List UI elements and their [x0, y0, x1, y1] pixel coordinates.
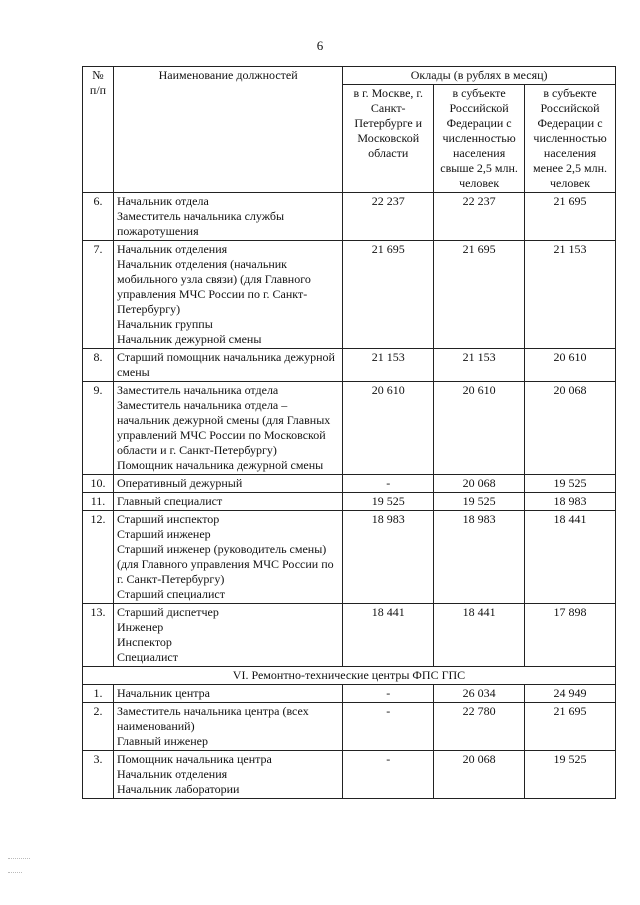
table-row: [83, 511, 616, 604]
table-row: [83, 475, 616, 493]
position-names: [113, 241, 342, 349]
table-row: [83, 604, 616, 667]
position-name: Главный специалист: [116, 494, 223, 508]
position-name: Помощник начальника центра: [116, 752, 272, 766]
section-title: VI. Ремонтно-технические центры ФПС ГПС: [83, 667, 616, 685]
position-name: Начальник дежурной смены: [116, 332, 262, 346]
salary-under-2-5m: 19 525: [525, 751, 616, 799]
row-number: 12.: [83, 511, 114, 604]
position-name: Главный инженер: [116, 734, 208, 748]
row-number: 3.: [83, 751, 114, 799]
salary-moscow: 22 237: [343, 193, 434, 241]
salary-under-2-5m: 17 898: [525, 604, 616, 667]
position-name: Старший помощник начальника дежурной смены: [116, 350, 335, 379]
salary-under-2-5m: 20 068: [525, 382, 616, 475]
salary-under-2-5m: 24 949: [525, 685, 616, 703]
salary-under-2-5m: 18 441: [525, 511, 616, 604]
salary-over-2-5m: 20 068: [434, 751, 525, 799]
salary-moscow: 18 983: [343, 511, 434, 604]
row-number: 7.: [83, 241, 114, 349]
table-row: [83, 685, 616, 703]
position-name: Заместитель начальника службы пожаротушения: [116, 209, 285, 238]
row-number: 13.: [83, 604, 114, 667]
position-name: Заместитель начальника центра (всех наименований): [116, 704, 309, 733]
header-col-over-2-5m: в субъекте Российской Федерации с численностью населения свыше 2,5 млн. человек: [434, 85, 525, 193]
salary-moscow: -: [343, 475, 434, 493]
header-position-name: Наименование должностей: [113, 67, 342, 193]
row-number: 1.: [83, 685, 114, 703]
table-body-section-vi: [83, 685, 616, 799]
table-row: [83, 751, 616, 799]
salary-over-2-5m: 18 441: [434, 604, 525, 667]
position-name: Специалист: [116, 650, 178, 664]
position-names: [113, 511, 342, 604]
salary-moscow: -: [343, 751, 434, 799]
table-row: [83, 193, 616, 241]
header-col-moscow: в г. Москве, г. Санкт-Петербурге и Московской области: [343, 85, 434, 193]
salary-moscow: 18 441: [343, 604, 434, 667]
salary-over-2-5m: 20 068: [434, 475, 525, 493]
salary-over-2-5m: 18 983: [434, 511, 525, 604]
position-name: Начальник отдела: [116, 194, 209, 208]
table-row: [83, 493, 616, 511]
row-number: 8.: [83, 349, 114, 382]
position-names: [113, 604, 342, 667]
position-name: Старший инженер (руководитель смены) (для Главного управления МЧС России по г. Санкт-Петербургу): [116, 542, 334, 586]
position-name: Старший специалист: [116, 587, 225, 601]
salary-moscow: 20 610: [343, 382, 434, 475]
position-names: [113, 751, 342, 799]
salary-under-2-5m: 21 695: [525, 703, 616, 751]
position-names: [113, 193, 342, 241]
position-name: Начальник лаборатории: [116, 782, 240, 796]
position-name: Инспектор: [116, 635, 172, 649]
position-names: [113, 493, 342, 511]
scan-artifact: [8, 872, 22, 874]
salary-under-2-5m: 19 525: [525, 475, 616, 493]
salary-moscow: 21 153: [343, 349, 434, 382]
position-name: Оперативный дежурный: [116, 476, 243, 490]
page-number: 6: [316, 38, 324, 53]
row-number: 2.: [83, 703, 114, 751]
salary-over-2-5m: 22 237: [434, 193, 525, 241]
position-name: Начальник центра: [116, 686, 210, 700]
table-row: [83, 703, 616, 751]
header-salaries-title: Оклады (в рублях в месяц): [343, 67, 616, 85]
scan-artifact: [8, 858, 30, 860]
salary-over-2-5m: 20 610: [434, 382, 525, 475]
salary-moscow: -: [343, 685, 434, 703]
salary-over-2-5m: 22 780: [434, 703, 525, 751]
salary-under-2-5m: 20 610: [525, 349, 616, 382]
table-body-main: [83, 193, 616, 667]
position-name: Старший инспектор: [116, 512, 220, 526]
row-number: 11.: [83, 493, 114, 511]
position-name: Начальник отделения (начальник мобильного узла связи) (для Главного управления МЧС России по г. Санкт-Петербургу): [116, 257, 311, 316]
position-name: Заместитель начальника отдела: [116, 383, 279, 397]
position-names: [113, 685, 342, 703]
position-name: Инженер: [116, 620, 164, 634]
position-name: Помощник начальника дежурной смены: [116, 458, 324, 472]
salary-over-2-5m: 26 034: [434, 685, 525, 703]
salary-under-2-5m: 21 153: [525, 241, 616, 349]
header-col-under-2-5m: в субъекте Российской Федерации с численностью населения менее 2,5 млн. человек: [525, 85, 616, 193]
table-row: [83, 241, 616, 349]
salary-over-2-5m: 19 525: [434, 493, 525, 511]
position-names: [113, 475, 342, 493]
salary-over-2-5m: 21 695: [434, 241, 525, 349]
row-number: 9.: [83, 382, 114, 475]
salary-moscow: -: [343, 703, 434, 751]
table-row: [83, 349, 616, 382]
position-name: Старший диспетчер: [116, 605, 219, 619]
salary-moscow: 19 525: [343, 493, 434, 511]
position-name: Заместитель начальника отдела – начальник дежурной смены (для Главных управлений МЧС России по Московской области и г. Санкт-Петербургу): [116, 398, 331, 457]
row-number: 10.: [83, 475, 114, 493]
position-name: Начальник группы: [116, 317, 213, 331]
salary-under-2-5m: 18 983: [525, 493, 616, 511]
salary-over-2-5m: 21 153: [434, 349, 525, 382]
position-names: [113, 349, 342, 382]
salary-under-2-5m: 21 695: [525, 193, 616, 241]
salary-moscow: 21 695: [343, 241, 434, 349]
table-row: [83, 382, 616, 475]
position-name: Старший инженер: [116, 527, 211, 541]
position-name: Начальник отделения: [116, 767, 228, 781]
salary-table: [82, 66, 616, 799]
position-names: [113, 382, 342, 475]
row-number: 6.: [83, 193, 114, 241]
header-number: № п/п: [83, 67, 114, 193]
position-names: [113, 703, 342, 751]
position-name: Начальник отделения: [116, 242, 228, 256]
